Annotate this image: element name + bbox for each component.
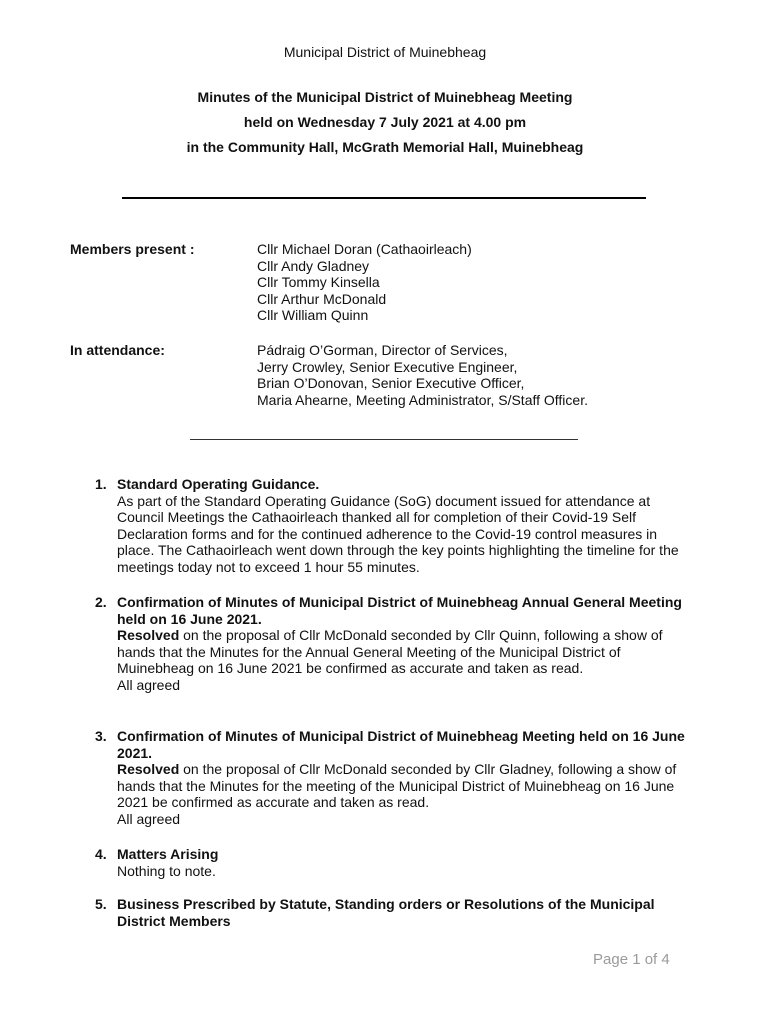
members-present-label: Members present : bbox=[70, 241, 195, 257]
section-divider bbox=[190, 439, 578, 440]
title-divider bbox=[122, 197, 646, 199]
member-name: Cllr William Quinn bbox=[257, 307, 369, 324]
attendee-name: Pádraig O’Gorman, Director of Services, bbox=[257, 342, 508, 358]
item-number: 3. bbox=[95, 728, 107, 744]
title-line-3: in the Community Hall, McGrath Memorial Hall, Muinebheag bbox=[186, 139, 584, 155]
item-resolution bbox=[117, 761, 695, 811]
item-text: As part of the Standard Operating Guidance (SoG) document issued for attendance at Council Meetings the Cathaoirleach thanked all for completion of their Covid-19 Self Declaration forms and for the continued adherence to the Covid-19 control measures in place. The Cathaoirleach went down through the key points highlighting the timeline for the meetings today not to exceed 1 hour 55 minutes. bbox=[117, 492, 679, 575]
item-heading: Confirmation of Minutes of Municipal District of Muinebheag Meeting held on 16 June 2021. bbox=[117, 728, 685, 761]
item-number: 5. bbox=[95, 896, 107, 912]
agenda-item-4 bbox=[95, 846, 695, 879]
agenda-item-2 bbox=[95, 594, 695, 694]
item-number: 1. bbox=[95, 476, 107, 492]
item-text: on the proposal of Cllr McDonald seconded by Cllr Quinn, following a show of hands that the Minutes for the Annual General Meeting of the Municipal District of Muinebheag on 16 June 2021 be confirmed as accurate and taken as read. bbox=[117, 627, 663, 677]
member-name: Cllr Michael Doran (Cathaoirleach) bbox=[257, 241, 472, 257]
item-text: on the proposal of Cllr McDonald seconded by Cllr Gladney, following a show of hands that the Minutes for the meeting of the Municipal District of Muinebheag on 16 June 2021 be confirmed as accurate and taken as read. bbox=[117, 761, 677, 811]
in-attendance-label: In attendance: bbox=[70, 342, 165, 358]
item-outcome: All agreed bbox=[117, 810, 181, 827]
item-heading: Confirmation of Minutes of Municipal District of Muinebheag Annual General Meeting held on 16 June 2021. bbox=[117, 594, 682, 627]
item-outcome: All agreed bbox=[117, 676, 181, 693]
page-number: Page 1 of 4 bbox=[593, 951, 670, 968]
members-present-list bbox=[257, 241, 472, 324]
member-name: Cllr Arthur McDonald bbox=[257, 290, 387, 307]
attendee-name: Brian O’Donovan, Senior Executive Officer, bbox=[257, 375, 525, 392]
agenda-item-1 bbox=[95, 476, 695, 576]
title-line-2: held on Wednesday 7 July 2021 at 4.00 pm bbox=[243, 114, 527, 130]
attendee-name: Maria Ahearne, Meeting Administrator, S/Staff Officer. bbox=[257, 391, 588, 408]
item-number: 2. bbox=[95, 594, 107, 610]
item-text: Nothing to note. bbox=[117, 862, 216, 879]
item-number: 4. bbox=[95, 846, 107, 862]
agenda-item-5 bbox=[95, 896, 695, 929]
item-heading: Standard Operating Guidance. bbox=[117, 476, 320, 492]
item-heading: Matters Arising bbox=[117, 846, 219, 862]
item-resolution bbox=[117, 627, 695, 677]
member-name: Cllr Tommy Kinsella bbox=[257, 274, 380, 291]
item-heading: Business Prescribed by Statute, Standing orders or Resolutions of the Municipal District Members bbox=[117, 896, 655, 929]
resolved-label: Resolved bbox=[117, 761, 180, 778]
running-header: Municipal District of Muinebheag bbox=[283, 44, 487, 60]
attendee-name: Jerry Crowley, Senior Executive Engineer, bbox=[257, 358, 518, 375]
member-name: Cllr Andy Gladney bbox=[257, 257, 370, 274]
title-line-1: Minutes of the Municipal District of Muinebheag Meeting bbox=[197, 89, 573, 105]
agenda-item-3 bbox=[95, 728, 695, 828]
resolved-label: Resolved bbox=[117, 627, 180, 644]
in-attendance-list bbox=[257, 342, 588, 408]
